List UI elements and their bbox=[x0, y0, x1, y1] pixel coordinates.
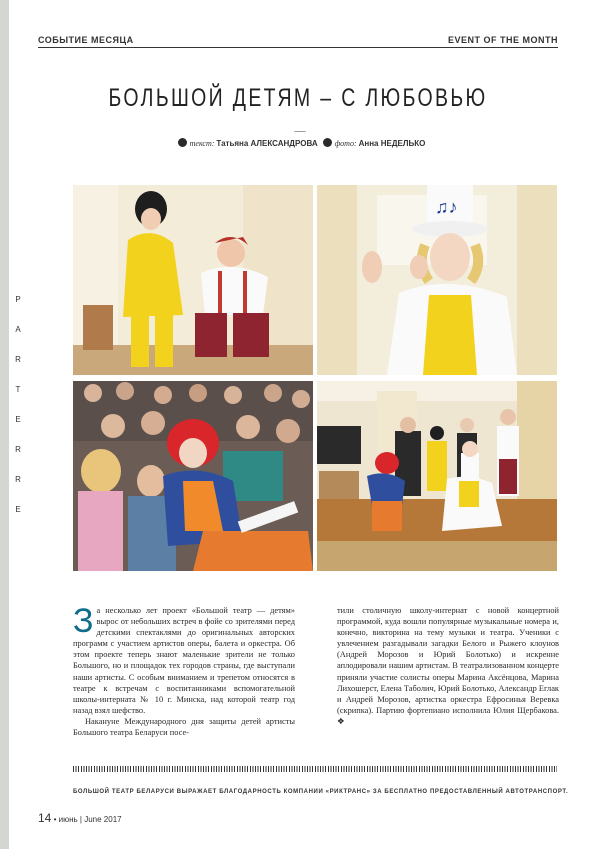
side-letter: E bbox=[15, 415, 21, 424]
page-number: 14 bbox=[38, 811, 52, 825]
article-paragraph bbox=[73, 602, 295, 716]
photo-stage-concert bbox=[317, 381, 557, 571]
drop-cap: З bbox=[73, 602, 94, 640]
issue-date: июнь | June 2017 bbox=[58, 815, 122, 824]
text-credit-author: Татьяна АЛЕКСАНДРОВА bbox=[216, 139, 318, 148]
title-dash: — bbox=[294, 125, 306, 137]
camera-icon bbox=[323, 138, 332, 147]
article-column-2 bbox=[337, 605, 559, 727]
page-footer bbox=[38, 811, 122, 825]
text-credit-icon bbox=[178, 138, 187, 147]
text-credit-label: текст: bbox=[189, 139, 215, 148]
side-letter: R bbox=[15, 355, 21, 364]
photo-credit-label: фото: bbox=[334, 139, 357, 148]
photo-white-clown bbox=[317, 185, 557, 375]
side-letter: P bbox=[15, 295, 21, 304]
photo-credit-author: Анна НЕДЕЛЬКО bbox=[358, 139, 426, 148]
photo-red-clown-audience bbox=[73, 381, 313, 571]
footer-bullet: • bbox=[53, 815, 57, 824]
article-title: БОЛЬШОЙ ДЕТЯМ – С ЛЮБОВЬЮ bbox=[108, 84, 488, 112]
article-credits bbox=[0, 138, 600, 148]
paragraph-text: а несколько лет проект «Большой театр — детям» вырос от небольших встреч в фойе со зрителями перед детскими спектаклями до оригинальных авторских программ с участием артистов оперы, балета и оркестра. Об этом проекте теперь знают маленькие зрители не только Большого, но и площадок тех городов страны, где выступали наши артисты. С особым вниманием и трепетом относятся в театре к встречам с воспитанниками вспомогательной школы-интерната № 10 г. Минска, над которой театр год назад взял шефство. bbox=[73, 606, 295, 715]
photo-clowns-performing bbox=[73, 185, 313, 375]
article-paragraph: тили столичную школу-интернат с новой концертной программой, куда вошли популярные музыкальные номера и, конечно, викторина на тему музыки и театра. Ученики с увлечением разгадывали загадки Белого и Рыжего клоунов (Андрей Морозов и Юрий Болотько) и искренне аплодировали нашим артистам. В театрализованном концерте приняли участие солисты оперы Марина Аксёнцова, Марина Лихошерст, Елена Таболич, Юрий Болотько, Александр Еглак и Андрей Морозов, артистка оркестра Ефросинья Веревка (скрипка). Партию фортепиано исполнила Юлия Щербакова. ❖ bbox=[337, 606, 559, 726]
side-letter: A bbox=[15, 325, 21, 334]
side-letter: T bbox=[15, 385, 21, 394]
header-rule bbox=[38, 47, 558, 48]
barcode-separator bbox=[73, 766, 557, 772]
svg-text:♫♪: ♫♪ bbox=[435, 197, 458, 217]
side-letter: R bbox=[15, 475, 21, 484]
article-column-1 bbox=[73, 602, 295, 738]
sponsor-thanks: БОЛЬШОЙ ТЕАТР БЕЛАРУСИ ВЫРАЖАЕТ БЛАГОДАРНОСТЬ КОМПАНИИ «РИКТРАНС» ЗА БЕСПЛАТНО ПРЕДОСТАВЛЕННЫЙ АВТОТРАНСПОРТ. bbox=[73, 789, 569, 795]
side-letter: E bbox=[15, 505, 21, 514]
article-paragraph: Накануне Международного дня защиты детей артисты Большого театра Беларуси посе- bbox=[73, 716, 295, 738]
side-letter: R bbox=[15, 445, 21, 454]
section-header-en: EVENT OF THE MONTH bbox=[448, 35, 558, 45]
side-section-label bbox=[12, 285, 24, 525]
section-header-ru: СОБЫТИЕ МЕСЯЦА bbox=[38, 35, 134, 45]
